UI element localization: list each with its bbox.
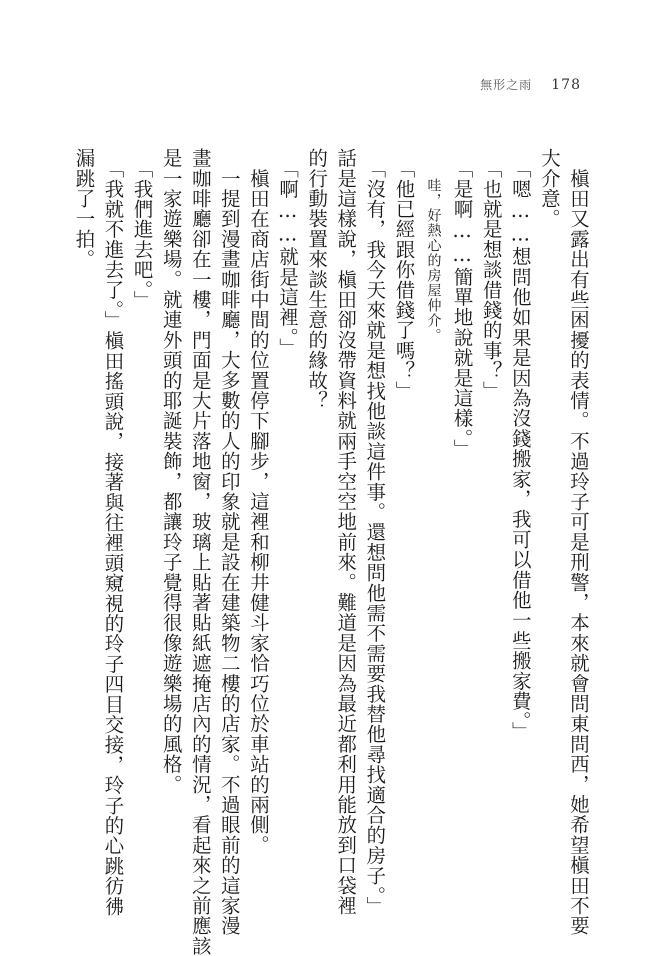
text-line: 槇田在商店街中間的位置停下腳步，這裡和柳井健斗家恰巧位於車站的兩側。 xyxy=(246,148,270,855)
text-line: 「啊……就是這裡。」 xyxy=(276,148,300,358)
page-number: 178 xyxy=(551,77,581,93)
text-line: 「我們進去吧。」 xyxy=(130,148,154,311)
text-line: 哇，好熱心的房屋仲介。 xyxy=(425,148,442,343)
text-line: 槇田又露出有些困擾的表情。不過玲子可是刑警，本來就會問東問西，她希望槇田不要 xyxy=(567,148,590,936)
book-title: 無形之雨 xyxy=(480,78,533,92)
text-line: 「我就不進去了。」槇田搖頭說，接著與往裡頭窺視的玲子四目交接，玲子的心跳彷彿 xyxy=(101,148,125,917)
text-line: 畫咖啡廳卻在一樓，門面是大片落地窗，玻璃上貼著貼紙遮掩店內的情況，看起來之前應該 xyxy=(188,148,212,956)
running-header xyxy=(480,76,581,93)
text-line: 話是這樣說，槇田卻沒帶資料就兩手空空地前來。難道是因為最近都利用能放到口袋裡 xyxy=(334,148,358,916)
text-line: 「嗯……想問他如果是因為沒錢搬家，我可以借他一些搬家費。」 xyxy=(508,148,532,742)
text-line: 「是啊……簡單地說就是這樣。」 xyxy=(450,148,474,459)
text-line: 「沒有，我今天來就是想找他談這件事。還想問他需不需要我替他尋找適合的房子。」 xyxy=(363,148,387,917)
text-line: 一提到漫畫咖啡廳，大多數的人的印象就是設在建築物二樓的店家。不過眼前的這家漫 xyxy=(217,148,241,936)
text-line: 漏跳了一拍。 xyxy=(72,148,96,270)
text-line: 「他已經跟你借錢了嗎？」 xyxy=(392,148,416,401)
text-line: 的行動裝置來談生意的緣故？ xyxy=(305,148,329,411)
text-line: 「也就是想談借錢的事？」 xyxy=(479,148,503,401)
body-text xyxy=(69,148,593,956)
text-line: 是一家遊樂場。就連外頭的耶誕裝飾，都讓玲子覺得很像遊樂場的風格。 xyxy=(159,148,183,795)
text-line: 大介意。 xyxy=(537,148,561,229)
